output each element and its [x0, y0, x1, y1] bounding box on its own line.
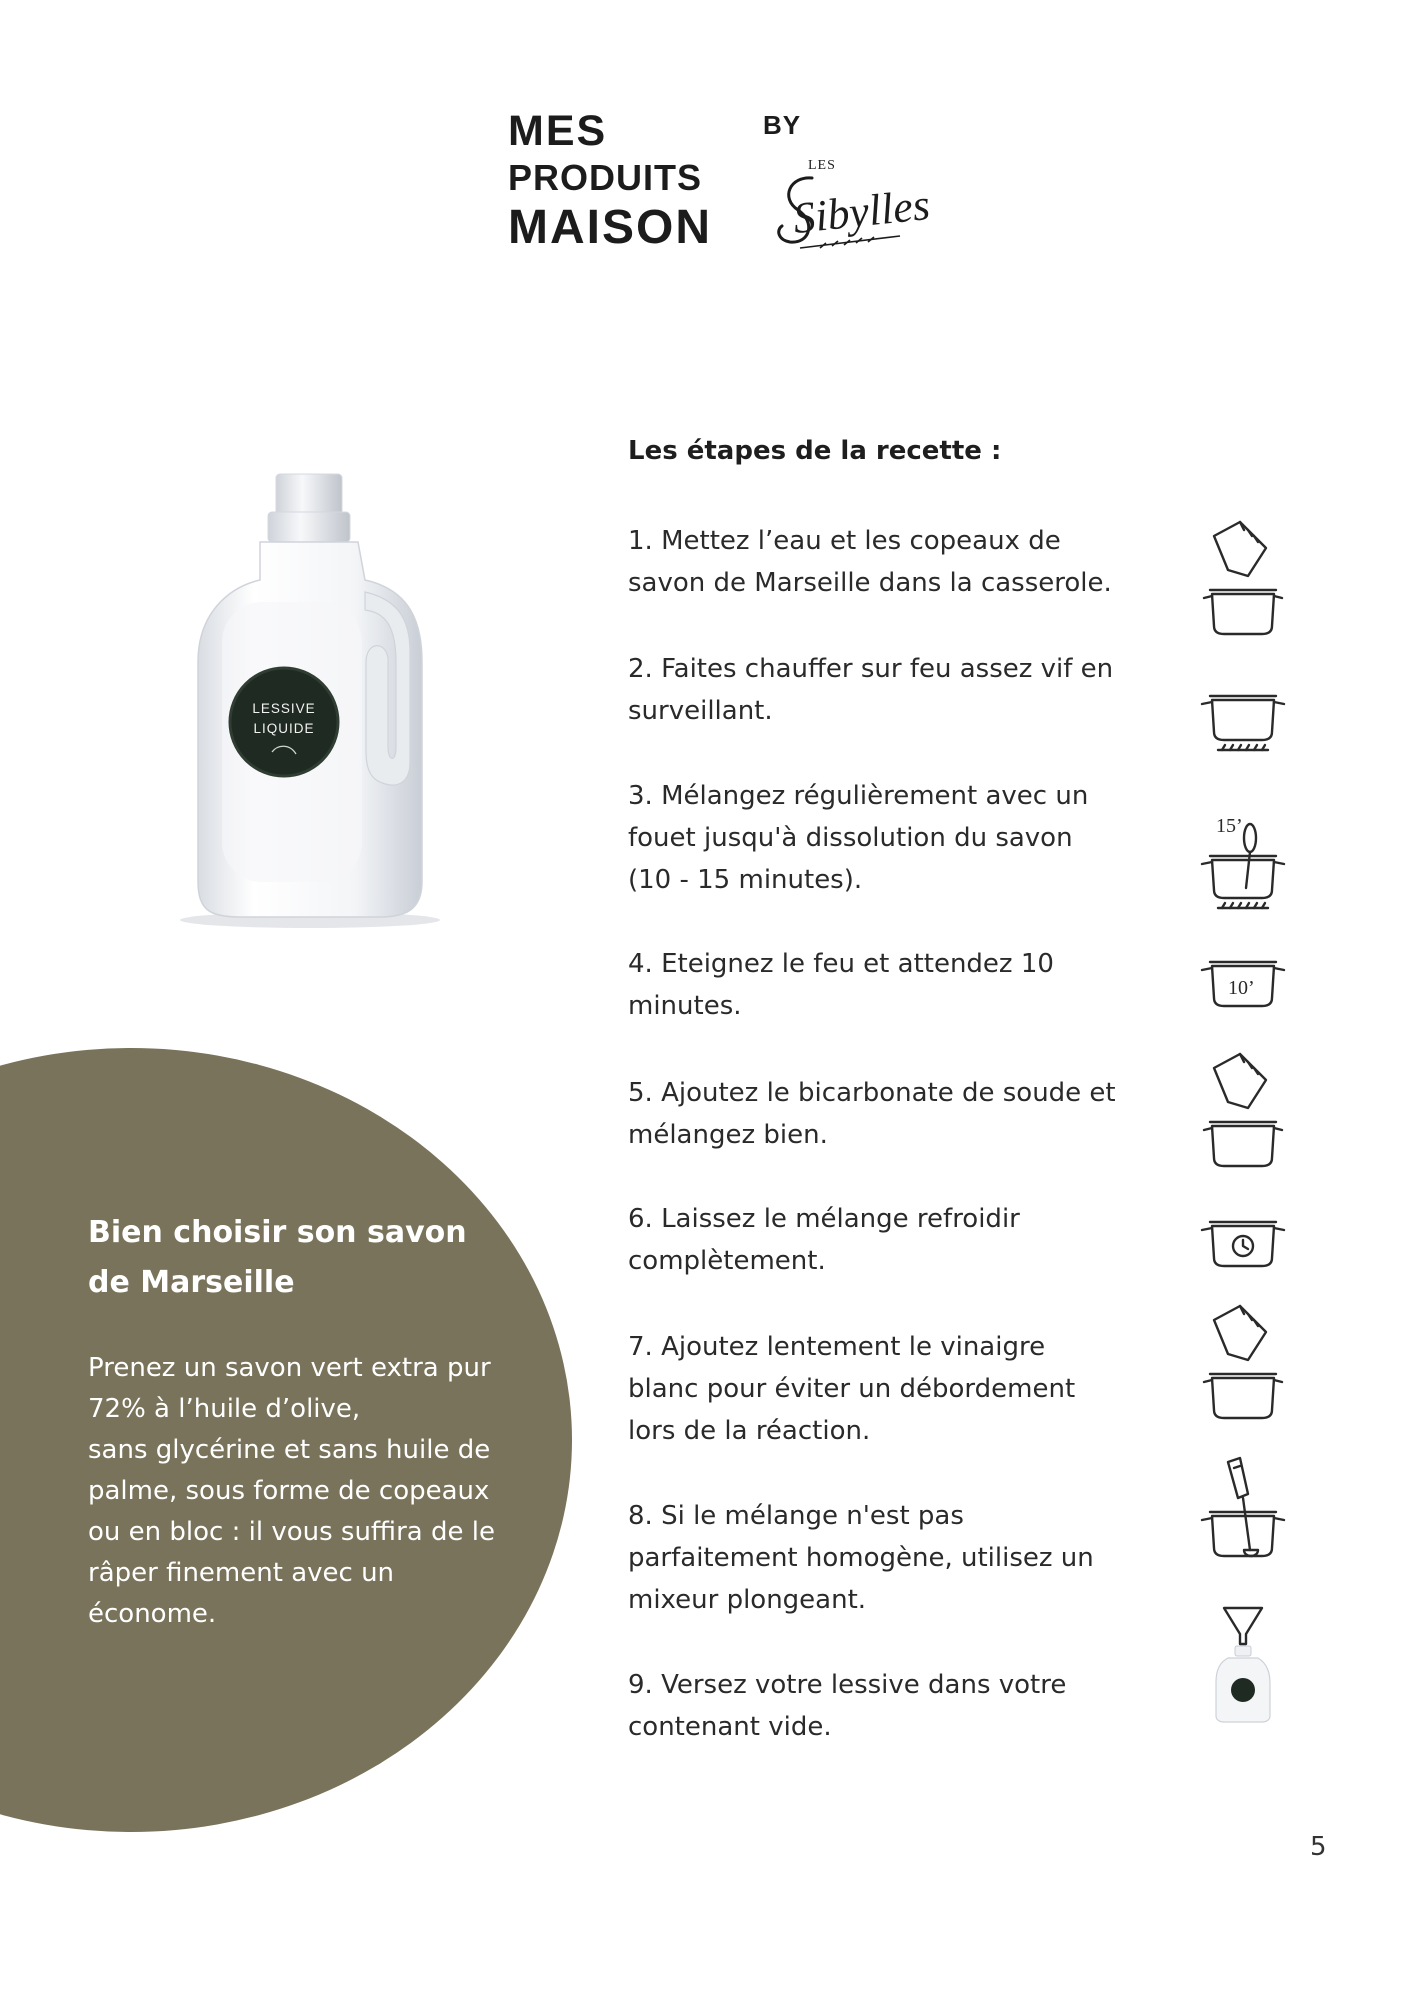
measuring-cup-pot-icon [1188, 1300, 1298, 1420]
whisk-pot-timer-icon [1188, 808, 1298, 928]
bottle-label-line2: LIQUIDE [253, 721, 315, 736]
soap-tip-panel [88, 1208, 528, 1635]
brand-line-mes: MES [508, 107, 608, 155]
brand-line-produits: PRODUITS [508, 157, 703, 198]
step-4: 4. Eteignez le feu et attendez 10 minutes. [628, 949, 1054, 1021]
step-7: 7. Ajoutez lentement le vinaigre blanc pour éviter un débordement lors de la réaction. [628, 1332, 1076, 1446]
step-1: 1. Mettez l’eau et les copeaux de savon de Marseille dans la casserole. [628, 526, 1112, 598]
detergent-bottle-image [160, 462, 460, 932]
step-8: 8. Si le mélange n'est pas parfaitement homogène, utilisez un mixeur plongeant. [628, 1501, 1094, 1615]
panel-title: Bien choisir son savon de Marseille [88, 1215, 467, 1300]
measuring-cup-pot-icon [1188, 1048, 1298, 1168]
funnel-bottle-icon [1188, 1604, 1298, 1724]
brand-by: BY [763, 110, 802, 140]
brand-les: LES [808, 158, 836, 173]
step-5: 5. Ajoutez le bicarbonate de soude et mélangez bien. [628, 1078, 1116, 1150]
bottle-label-line1: LESSIVE [252, 701, 316, 716]
measuring-cup-pot-icon [1188, 516, 1298, 636]
panel-text: Prenez un savon vert extra pur 72% à l’huile d’olive, sans glycérine et sans huile de palme, sous forme de copeaux ou en bloc : il vous suffira de le râper finement avec un économe. [88, 1353, 495, 1629]
steps-title: Les étapes de la recette : [628, 436, 1002, 466]
timer-label-10: 10’ [1228, 977, 1255, 999]
step-9: 9. Versez votre lessive dans votre contenant vide. [628, 1670, 1067, 1742]
step-6: 6. Laissez le mélange refroidir complètement. [628, 1204, 1020, 1276]
brand-logo [508, 107, 933, 258]
step-2: 2. Faites chauffer sur feu assez vif en surveillant. [628, 654, 1114, 726]
timer-label-15: 15’ [1216, 815, 1243, 837]
hand-blender-pot-icon [1188, 1454, 1298, 1574]
pot-on-fire-icon [1188, 676, 1298, 796]
brand-sibylles: Sibylles [790, 179, 933, 244]
brand-line-maison: MAISON [508, 201, 712, 254]
page-number: 5 [1310, 1832, 1327, 1862]
pot-timer-icon [1188, 944, 1298, 1064]
step-3: 3. Mélangez régulièrement avec un fouet jusqu'à dissolution du savon (10 - 15 minutes). [628, 781, 1089, 895]
